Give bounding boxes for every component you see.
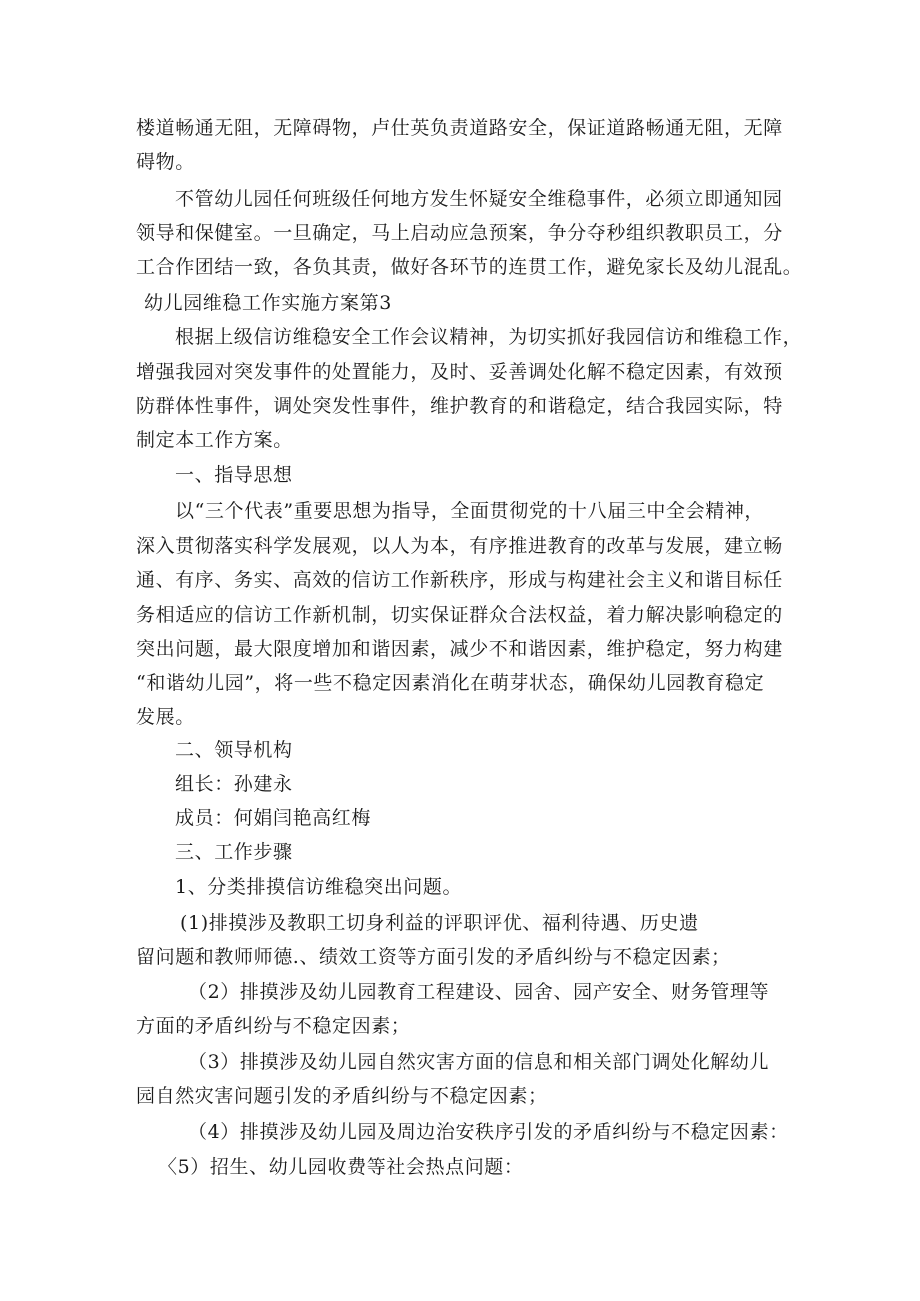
text-line: 深入贯彻落实科学发展观，以人为本，有序推进教育的改革与发展，建立畅: [136, 535, 783, 557]
text-line: 工合作团结一致，各负其责，做好各环节的连贯工作，避免家长及幼儿混乱。: [136, 256, 803, 278]
text-line: 组长：孙建永: [175, 773, 293, 795]
subheading: 二、领导机构: [175, 739, 293, 761]
text-line: “和谐幼儿园”，将一些不稳定因素消化在萌芽状态，确保幼儿园教育稳定: [136, 672, 765, 694]
text-line: 园自然灾害问题引发的矛盾纠纷与不稳定因素；: [136, 1085, 548, 1107]
text-line: 发展。: [136, 706, 195, 728]
text-line: 方面的矛盾纠纷与不稳定因素；: [136, 1015, 411, 1037]
text-line: 制定本工作方案。: [136, 429, 293, 451]
text-line: 根据上级信访维稳安全工作会议精神，为切实抓好我园信访和维稳工作，: [175, 326, 803, 348]
text-line: 以“三个代表”重要思想为指导，全面贯彻党的十八届三中全会精神，: [175, 500, 765, 522]
text-line: 增强我园对突发事件的处置能力，及时、妥善调处化解不稳定因素，有效预: [136, 361, 783, 383]
list-item: 〈5）招生、幼儿园收费等社会热点问题：: [158, 1156, 524, 1178]
text-line: 楼道畅通无阻，无障碍物，卢仕英负责道路安全，保证道路畅通无阻，无障: [136, 117, 783, 139]
list-item: (1)排摸涉及教职工切身利益的评职评优、福利待遇、历史遗: [180, 912, 699, 934]
text-line: 碍物。: [136, 151, 195, 173]
list-item: （4）排摸涉及幼儿园及周边治安秩序引发的矛盾纠纷与不稳定因素：: [188, 1121, 789, 1143]
text-line: 通、有序、务实、高效的信访工作新秩序，形成与构建社会主义和谐目标任: [136, 569, 783, 591]
text-line: 1、分类排摸信访维稳突出问题。: [175, 876, 463, 898]
text-line: 防群体性事件，调处突发性事件，维护教育的和谐稳定，结合我园实际，特: [136, 395, 783, 417]
text-line: 成员：何娟闫艳高红梅: [175, 807, 372, 829]
list-item: （2）排摸涉及幼儿园教育工程建设、园舍、园产安全、财务管理等: [188, 981, 770, 1003]
text-line: 留问题和教师师德.、绩效工资等方面引发的矛盾纠纷与不稳定因素；: [136, 946, 731, 968]
text-line: 务相适应的信访工作新机制，切实保证群众合法权益，着力解决影响稳定的: [136, 604, 783, 626]
text-line: 突出问题，最大限度增加和谐因素，减少不和谐因素，维护稳定，努力构建: [136, 638, 783, 660]
text-line: 不管幼儿园任何班级任何地方发生怀疑安全维稳事件，必须立即通知园: [175, 188, 783, 210]
list-item: （3）排摸涉及幼儿园自然灾害方面的信息和相关部门调处化解幼儿: [188, 1051, 770, 1073]
section-heading: 幼儿园维稳工作实施方案第3: [144, 292, 392, 314]
text-line: 领导和保健室。一旦确定，马上启动应急预案，争分夺秒组织教职员工，分: [136, 222, 783, 244]
subheading: 三、工作步骤: [175, 841, 293, 863]
subheading: 一、指导思想: [175, 464, 293, 486]
